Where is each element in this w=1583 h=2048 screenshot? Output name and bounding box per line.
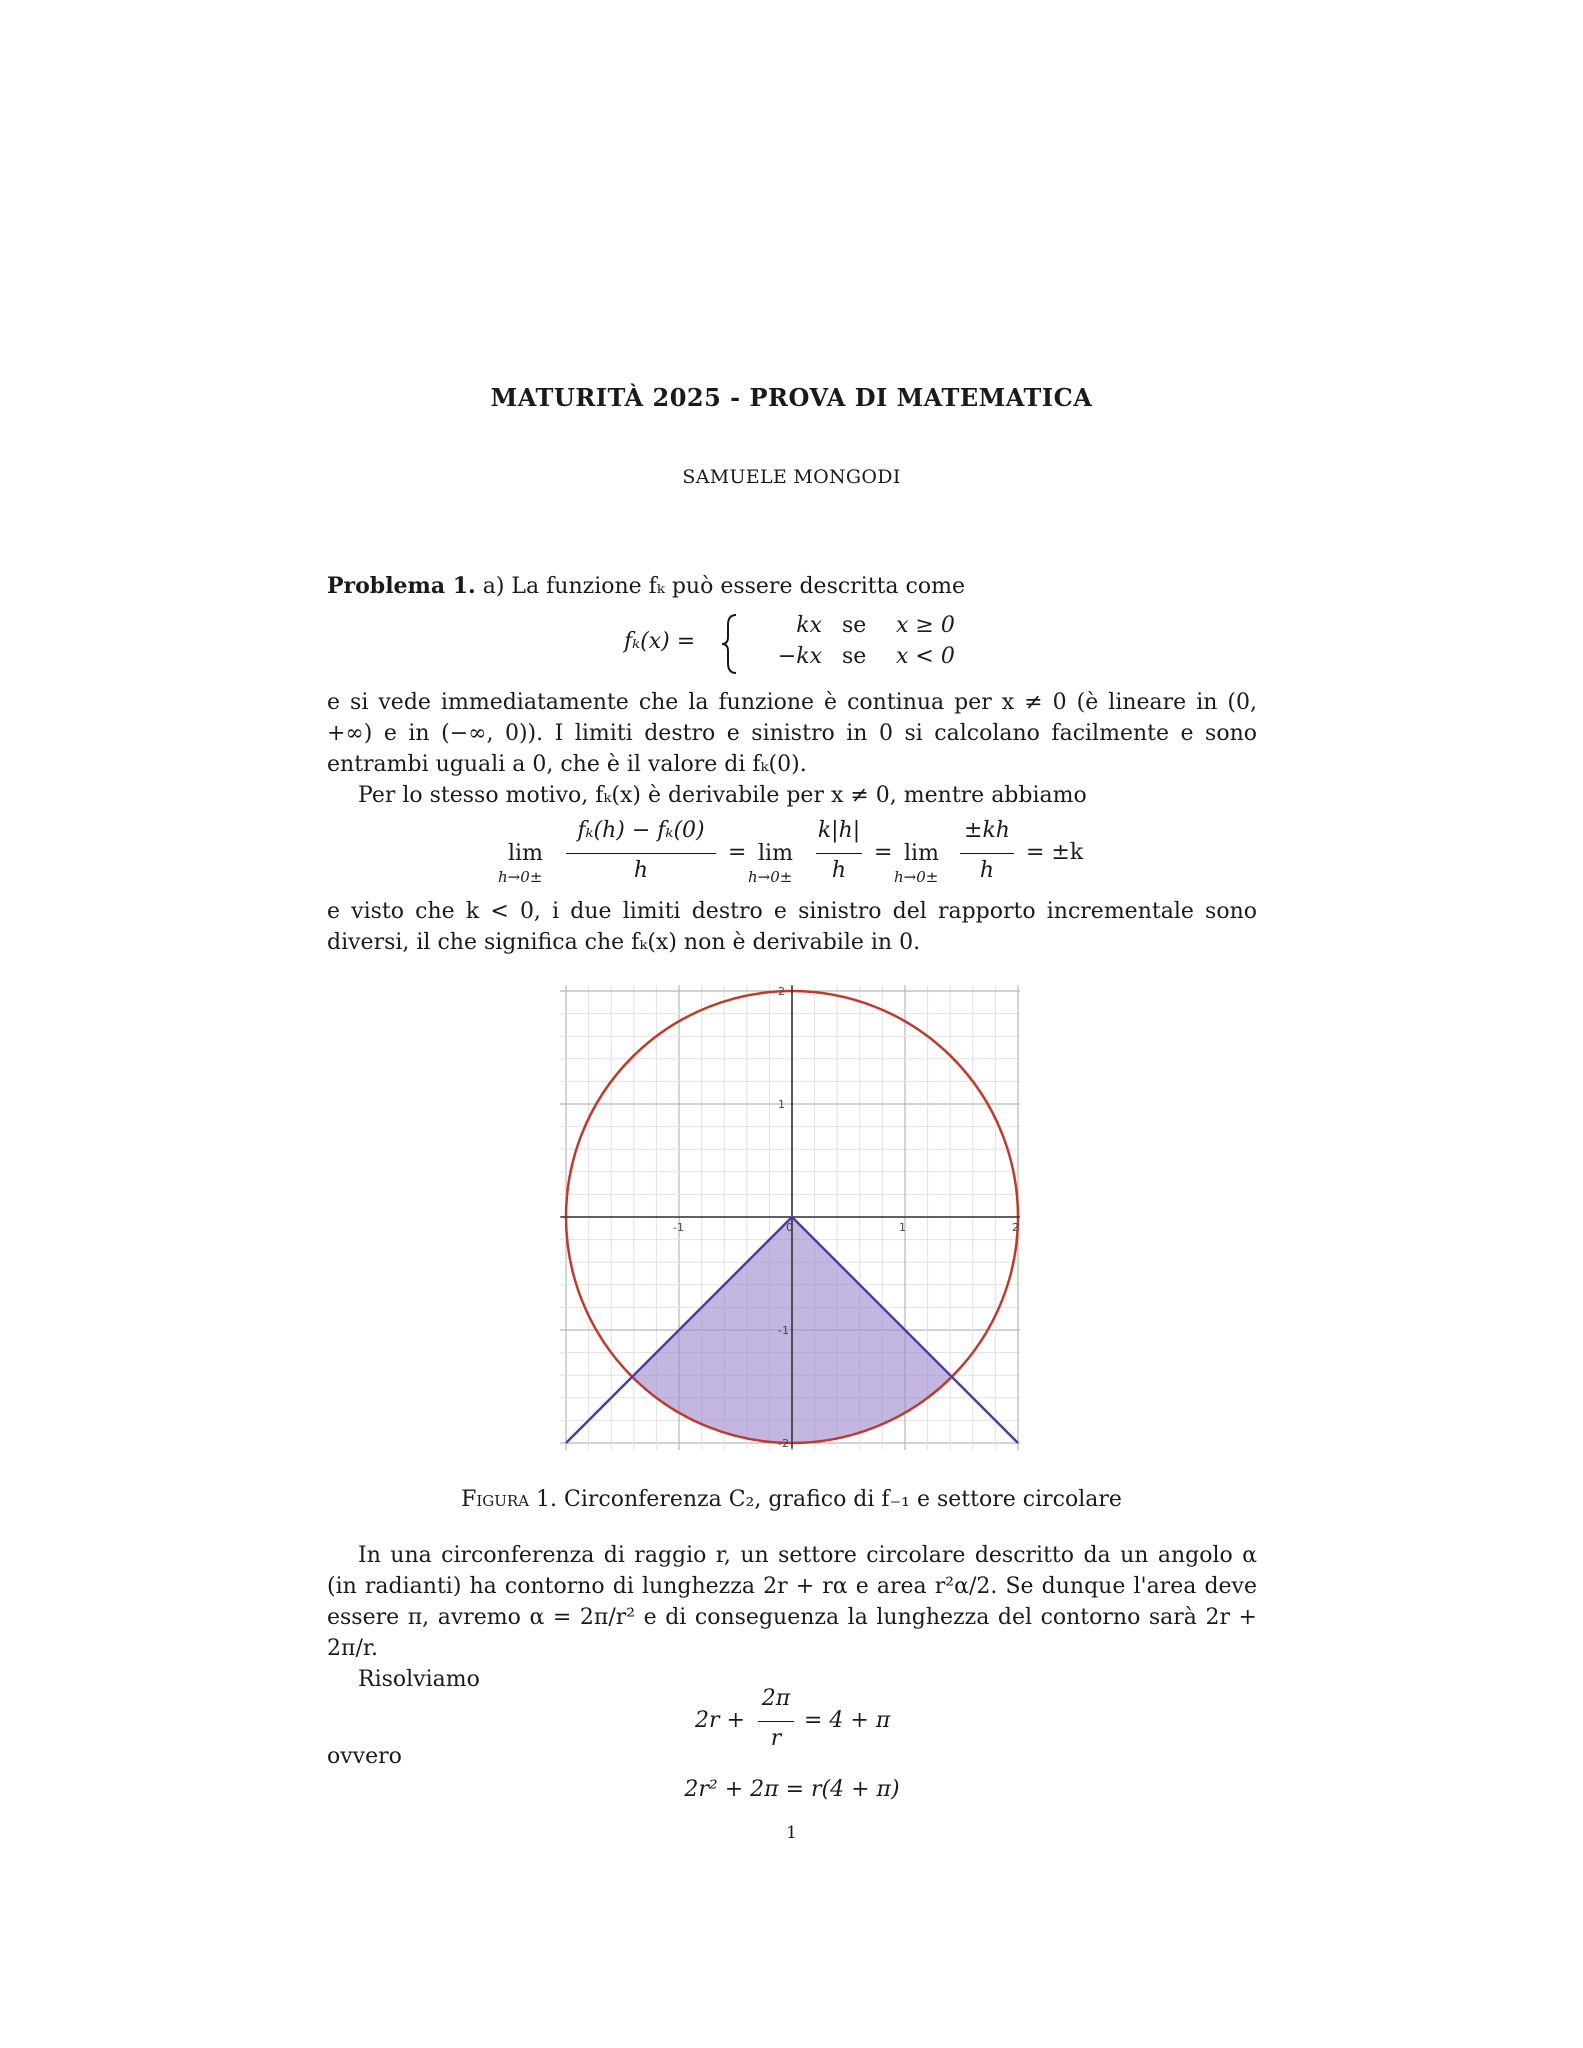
solve-denominator: r xyxy=(770,1726,782,1751)
solve-lhs: 2r + xyxy=(695,1708,745,1733)
frac2-numerator: k|h| xyxy=(817,818,861,843)
ovvero-text: ovvero xyxy=(327,1744,402,1769)
frac3-numerator: ±kh xyxy=(964,818,1010,843)
problem-intro-text: a) La funzione fₖ può essere descritta come xyxy=(482,574,965,599)
piecewise-row1-cond-word: se xyxy=(842,613,867,638)
derivability-paragraph: Per lo stesso motivo, fₖ(x) è derivabile per x ≠ 0, mentre abbiamo xyxy=(358,783,1087,808)
x-tick-label: -1 xyxy=(673,1221,684,1234)
conclusion-paragraph: e visto che k < 0, i due limiti destro e sinistro del rapporto incrementale sono diversi, il che significa che fₖ(x) non è derivabile in 0. xyxy=(327,899,1257,955)
figure-caption xyxy=(0,1487,1583,1512)
brace-icon xyxy=(720,613,740,675)
piecewise-row1-cond: x ≥ 0 xyxy=(896,613,955,638)
page-number: 1 xyxy=(786,1823,797,1843)
x-tick-label: 2 xyxy=(1012,1221,1019,1234)
sector-paragraph: In una circonferenza di raggio r, un settore circolare descritto da un angolo α (in radianti) ha contorno di lunghezza 2r + rα e area r²α/2. Se dunque l'area deve essere π, avremo α = 2π/r² e di conseguenza la lunghezza del contorno sarà 2r + 2π/r. xyxy=(327,1543,1257,1661)
problem-heading: Problema 1. xyxy=(327,573,476,599)
solve-intro: Risolviamo xyxy=(358,1667,480,1692)
frac1-denominator: h xyxy=(633,858,649,883)
piecewise-equation xyxy=(620,611,1040,677)
eq-sign-2: = xyxy=(874,840,893,865)
y-tick-label: -2 xyxy=(778,1437,789,1450)
frac3-bar xyxy=(960,853,1014,854)
solve-numerator: 2π xyxy=(761,1686,791,1711)
frac2-denominator: h xyxy=(831,858,847,883)
lim-sub-3: h→0± xyxy=(894,868,939,886)
author: SAMUELE MONGODI xyxy=(682,466,901,488)
eq-sign-1: = xyxy=(728,840,747,865)
figure-plot xyxy=(560,985,1020,1450)
y-tick-label: 2 xyxy=(778,985,785,998)
lim-sub-1: h→0± xyxy=(498,868,543,886)
limit-equation xyxy=(480,818,1120,890)
y-tick-label: -1 xyxy=(778,1324,789,1337)
piecewise-lhs: fₖ(x) = xyxy=(624,629,696,654)
frac1-bar xyxy=(566,853,716,854)
problem-intro xyxy=(327,571,1257,602)
page-title: MATURITÀ 2025 - PROVA DI MATEMATICA xyxy=(490,383,1093,412)
lim-sub-2: h→0± xyxy=(748,868,793,886)
frac3-denominator: h xyxy=(979,858,995,883)
limit-result: = ±k xyxy=(1026,840,1084,865)
lim-2: lim xyxy=(758,841,793,866)
y-tick-label: 1 xyxy=(778,1098,785,1111)
piecewise-row2-cond-word: se xyxy=(842,644,867,669)
quadratic-equation: 2r² + 2π = r(4 + π) xyxy=(684,1777,900,1802)
lim-1: lim xyxy=(508,841,543,866)
x-tick-label: 0 xyxy=(786,1221,793,1234)
frac2-bar xyxy=(816,853,862,854)
continuity-paragraph: e si vede immediatamente che la funzione è continua per x ≠ 0 (è lineare in (0, +∞) e in (−∞, 0)). I limiti destro e sinistro in 0 si calcolano facilmente e sono entrambi uguali a 0, che è il valore di fₖ(0). xyxy=(327,690,1257,777)
solve-bar xyxy=(758,1721,794,1722)
piecewise-row2-expr: −kx xyxy=(777,644,822,669)
frac1-numerator: fₖ(h) − fₖ(0) xyxy=(577,818,705,843)
solve-rhs: = 4 + π xyxy=(804,1708,891,1733)
lim-3: lim xyxy=(904,841,939,866)
caption-text: Circonferenza C₂, grafico di f₋₁ e settore circolare xyxy=(564,1487,1122,1512)
caption-label: Figura 1. xyxy=(461,1487,558,1512)
piecewise-row2-cond: x < 0 xyxy=(896,644,955,669)
piecewise-row1-expr: kx xyxy=(796,613,822,638)
x-tick-label: 1 xyxy=(899,1221,906,1234)
